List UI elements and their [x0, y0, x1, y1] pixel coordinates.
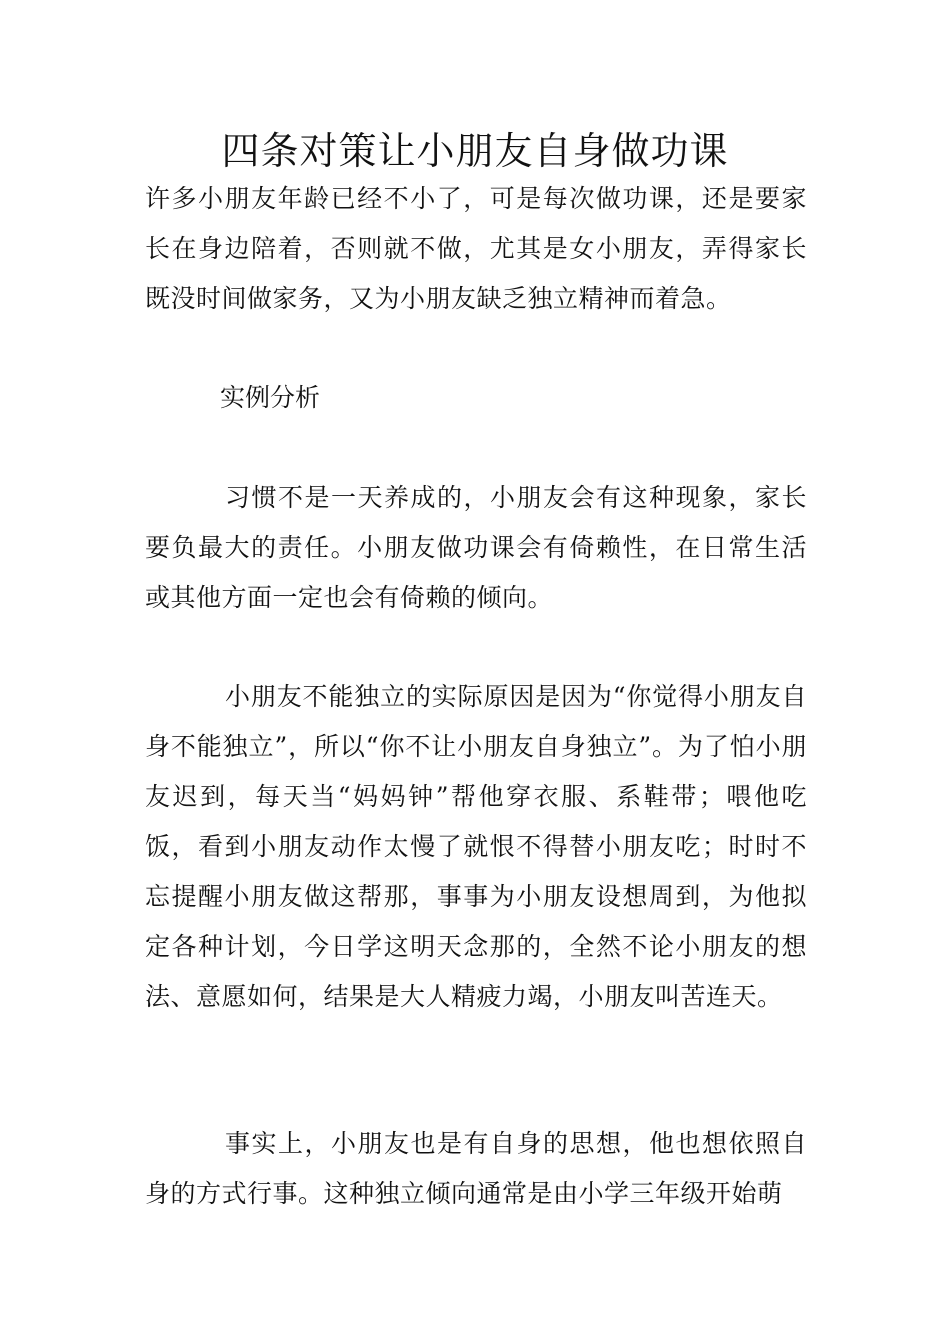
paragraph-2: 小朋友不能独立的实际原因是因为“你觉得小朋友自身不能独立”，所以“你不让小朋友自身独立”。为了怕小朋友迟到，每天当“妈妈钟”帮他穿衣服、系鞋带；喂他吃饭，看到小朋友动作太慢了就恨不得替小朋友吃；时时不忘提醒小朋友做这帮那，事事为小朋友设想周到，为他拟定各种计划，今日学这明天念那的，全然不论小朋友的想法、意愿如何，结果是大人精疲力竭，小朋友叫苦连天。 — [145, 682, 807, 1011]
paragraph-1: 习惯不是一天养成的，小朋友会有这种现象，家长要负最大的责任。小朋友做功课会有倚赖性，在日常生活或其他方面一定也会有倚赖的倾向。 — [145, 483, 807, 612]
intro-paragraph: 许多小朋友年龄已经不小了，可是每次做功课，还是要家长在身边陪着，否则就不做，尤其是女小朋友，弄得家长既没时间做家务，又为小朋友缺乏独立精神而着急。 — [145, 184, 807, 313]
section-heading: 实例分析 — [220, 383, 321, 412]
paragraph-3: 事实上，小朋友也是有自身的思想，他也想依照自身的方式行事。这种独立倾向通常是由小学三年级开始萌 — [145, 1129, 807, 1208]
document-title: 四条对策让小朋友自身做功课 — [221, 129, 729, 173]
